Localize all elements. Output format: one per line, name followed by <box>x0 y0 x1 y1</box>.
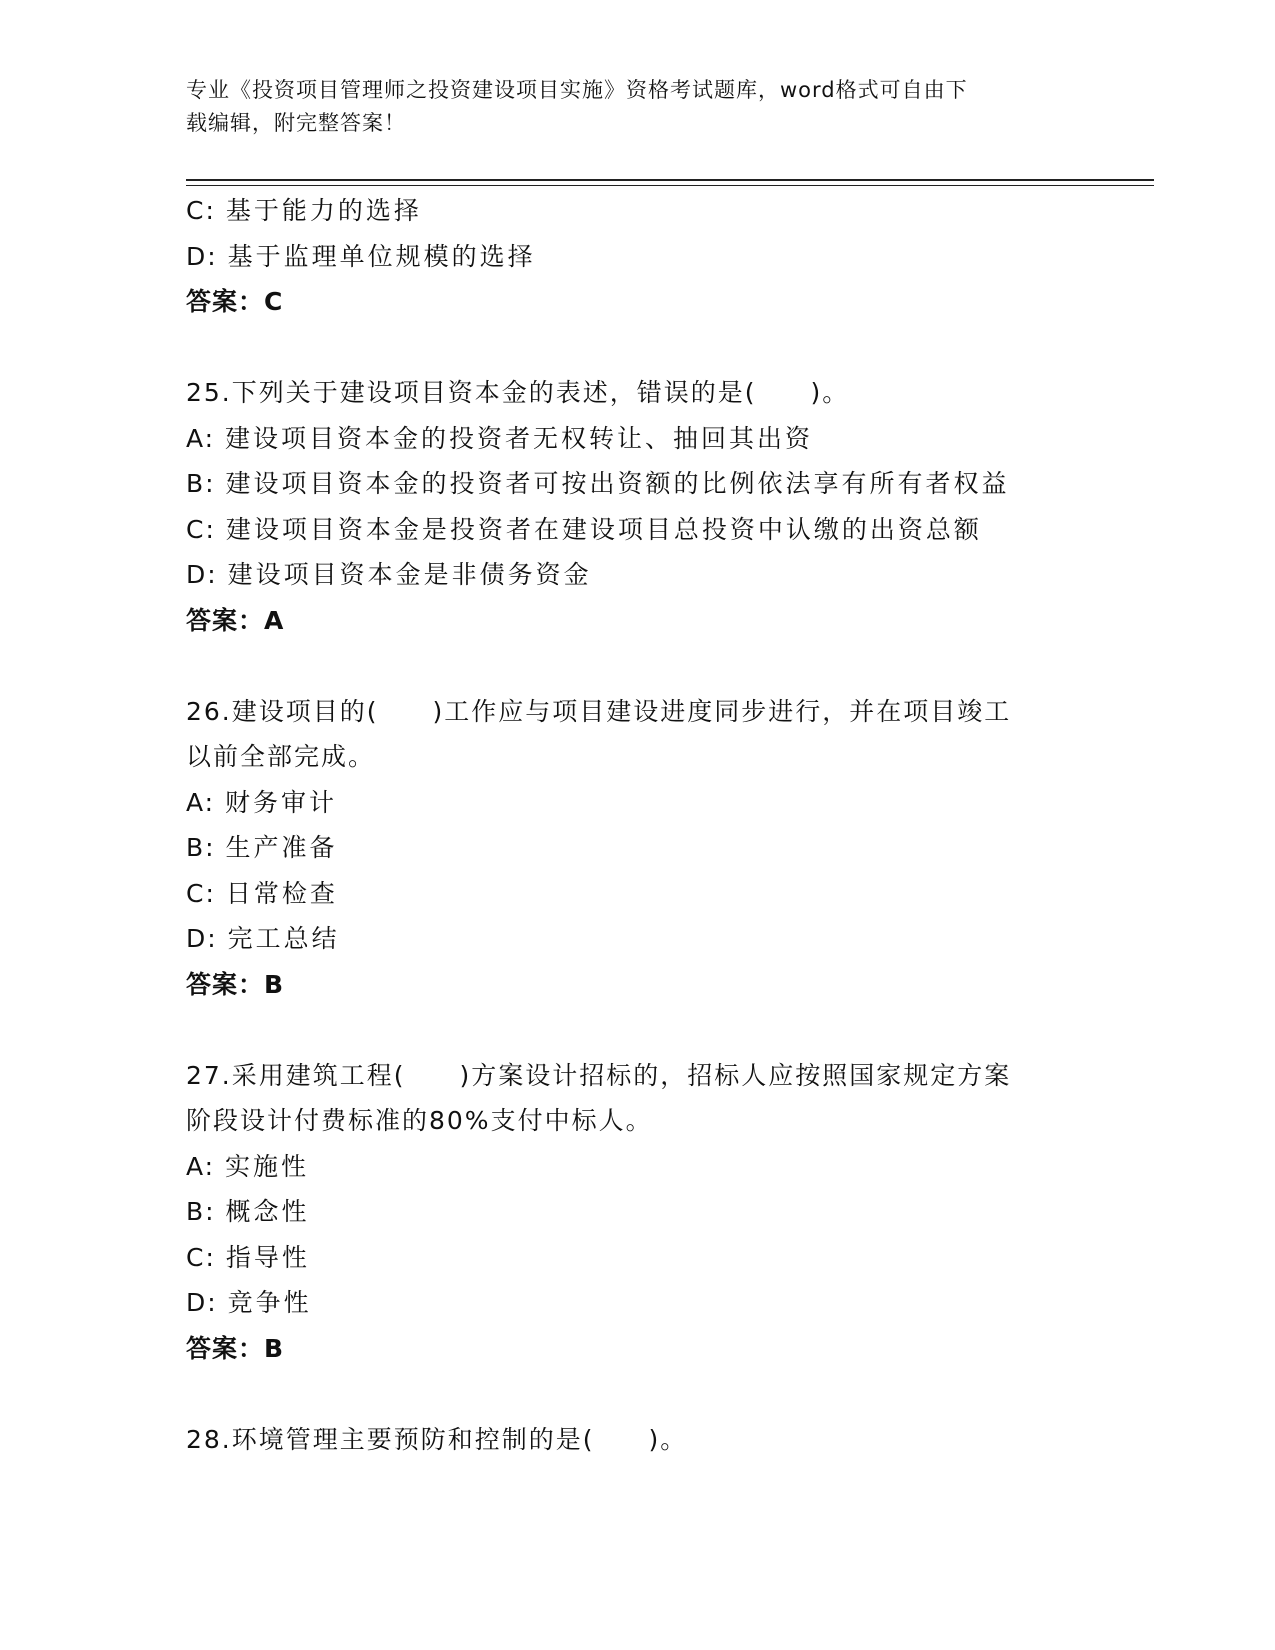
option-row <box>186 780 1066 826</box>
question-stem-continued: 以前全部完成。 <box>186 742 376 771</box>
question-28 <box>186 1417 1066 1463</box>
option-row <box>186 234 1066 280</box>
option-text: 基于监理单位规模的选择 <box>227 241 536 271</box>
option-text: 日常检查 <box>225 878 338 908</box>
option-row <box>186 825 1066 871</box>
option-letter: D: <box>186 1288 218 1317</box>
question-stem: 28.环境管理主要预防和控制的是( )。 <box>186 1424 688 1454</box>
spacer <box>186 1007 1066 1053</box>
answer-line: 答案：C <box>186 287 284 316</box>
question-27 <box>186 1053 1066 1372</box>
spacer <box>186 325 1066 371</box>
answer-line: 答案：B <box>186 969 285 999</box>
question-stem: 27.采用建筑工程( )方案设计招标的，招标人应按照国家规定方案 <box>186 1060 1012 1090</box>
option-letter: C: <box>186 196 216 225</box>
option-text: 建设项目资本金的投资者无权转让、抽回其出资 <box>225 423 814 453</box>
document-header <box>186 74 1066 140</box>
option-text: 竞争性 <box>227 1288 312 1317</box>
question-stem: 26.建设项目的( )工作应与项目建设进度同步进行，并在项目竣工 <box>186 696 1012 726</box>
option-text: 完工总结 <box>227 924 340 953</box>
header-rule-top <box>186 179 1154 181</box>
option-text: 基于能力的选择 <box>225 196 422 225</box>
option-letter: A: <box>186 787 216 817</box>
option-letter: C: <box>186 878 216 908</box>
spacer <box>186 1371 1066 1417</box>
option-row <box>186 871 1066 917</box>
question-stem-continued: 阶段设计付费标准的80%支付中标人。 <box>186 1106 653 1135</box>
option-row <box>186 507 1066 553</box>
option-row <box>186 461 1066 507</box>
option-letter: D: <box>186 560 218 589</box>
option-row <box>186 416 1066 462</box>
answer-line: 答案：B <box>186 1333 285 1363</box>
option-text: 建设项目资本金的投资者可按出资额的比例依法享有所有者权益 <box>225 469 1010 498</box>
option-text: 建设项目资本金是非债务资金 <box>227 560 592 589</box>
option-text: 生产准备 <box>225 833 338 862</box>
question-25 <box>186 370 1066 643</box>
option-letter: A: <box>186 1151 216 1181</box>
partial-question <box>186 188 1066 325</box>
spacer <box>186 643 1066 689</box>
option-text: 财务审计 <box>225 787 338 817</box>
option-text: 指导性 <box>225 1242 310 1272</box>
question-26 <box>186 689 1066 1008</box>
option-row <box>186 188 1066 234</box>
header-line-1: 专业《投资项目管理师之投资建设项目实施》资格考试题库，word格式可自由下 <box>186 78 968 102</box>
option-row <box>186 1189 1066 1235</box>
option-letter: B: <box>186 1197 216 1226</box>
question-list <box>186 188 1066 1462</box>
header-rule-bottom <box>186 185 1154 186</box>
option-text: 概念性 <box>225 1197 310 1226</box>
option-text: 建设项目资本金是投资者在建设项目总投资中认缴的出资总额 <box>225 514 982 544</box>
option-row <box>186 1235 1066 1281</box>
option-row <box>186 1280 1066 1326</box>
option-row <box>186 916 1066 962</box>
option-letter: C: <box>186 514 216 544</box>
option-letter: B: <box>186 469 216 498</box>
option-letter: D: <box>186 924 218 953</box>
option-letter: D: <box>186 241 218 271</box>
option-row <box>186 552 1066 598</box>
option-row <box>186 1144 1066 1190</box>
answer-line: 答案：A <box>186 605 285 635</box>
question-stem: 25.下列关于建设项目资本金的表述，错误的是( )。 <box>186 378 850 407</box>
option-letter: B: <box>186 833 216 862</box>
option-text: 实施性 <box>225 1151 310 1181</box>
header-line-2: 载编辑，附完整答案！ <box>186 111 406 135</box>
option-letter: A: <box>186 423 216 453</box>
option-letter: C: <box>186 1242 216 1272</box>
